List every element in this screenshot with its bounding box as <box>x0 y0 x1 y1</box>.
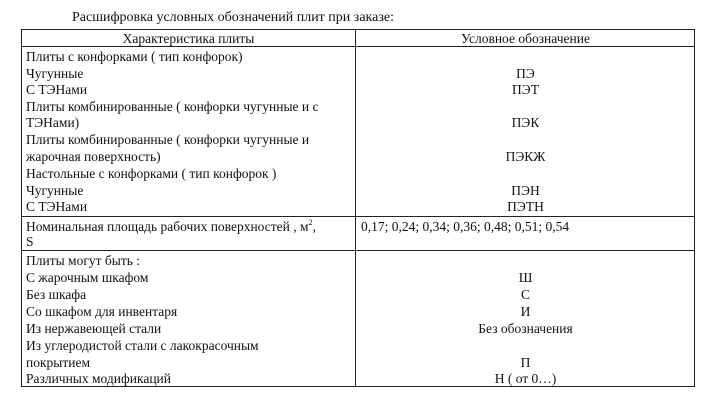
row-label: Плиты могут быть : <box>26 253 141 268</box>
row-label: жарочная поверхность) <box>26 149 161 164</box>
row-label: Различных модификаций <box>26 371 171 386</box>
designation-table <box>21 29 695 387</box>
row-code: ПЭТ <box>512 82 539 97</box>
row-label: Чугунные <box>26 66 84 81</box>
header-characteristic: Характеристика плиты <box>122 31 255 46</box>
row-label: С жарочным шкафом <box>26 270 149 285</box>
row-label: С ТЭНами <box>26 82 88 97</box>
surface-area-comma: , <box>312 219 316 234</box>
row-code: ПЭН <box>511 183 540 198</box>
section-divider-1 <box>22 216 694 217</box>
row-code: Без обозначения <box>478 321 573 336</box>
header-designation: Условное обозначение <box>461 31 590 46</box>
row-label: С ТЭНами <box>26 199 88 214</box>
row-label: Плиты комбинированные ( конфорки чугунные и с <box>26 99 319 114</box>
row-code: С <box>520 287 530 302</box>
row-code: ПЭТН <box>507 199 544 214</box>
row-code: Ш <box>518 270 533 285</box>
surface-area-unit-exponent: 2 <box>308 218 313 227</box>
row-label: Плиты комбинированные ( конфорки чугунные и <box>26 132 310 147</box>
row-label: Из углеродистой стали с лакокрасочным <box>26 338 259 353</box>
row-code: ПЭКЖ <box>505 149 546 164</box>
surface-area-label <box>26 219 316 236</box>
surface-area-text: Номинальная площадь рабочих поверхностей , м <box>26 219 309 234</box>
section-divider-2 <box>22 250 694 251</box>
row-label: Плиты с конфорками ( тип конфорок) <box>26 49 243 64</box>
row-label: Из нержавеющей стали <box>26 321 162 336</box>
row-label: Чугунные <box>26 183 84 198</box>
row-label: покрытием <box>26 355 91 370</box>
row-label: Без шкафа <box>26 287 87 302</box>
row-code: ПЭК <box>511 115 540 130</box>
surface-area-values: 0,17; 0,24; 0,34; 0,36; 0,48; 0,51; 0,54 <box>361 219 570 234</box>
row-code: И <box>520 304 531 319</box>
row-code: П <box>520 355 531 370</box>
row-label: Настольные с конфорками ( тип конфорок ) <box>26 166 277 181</box>
row-code: ПЭ <box>516 66 535 81</box>
table-caption: Расшифровка условных обозначений плит при заказе: <box>72 10 394 25</box>
row-label: Со шкафом для инвентаря <box>26 304 178 319</box>
surface-area-symbol: S <box>26 234 34 249</box>
row-label: ТЭНами) <box>26 115 80 130</box>
row-code: Н ( от 0…) <box>494 371 557 386</box>
